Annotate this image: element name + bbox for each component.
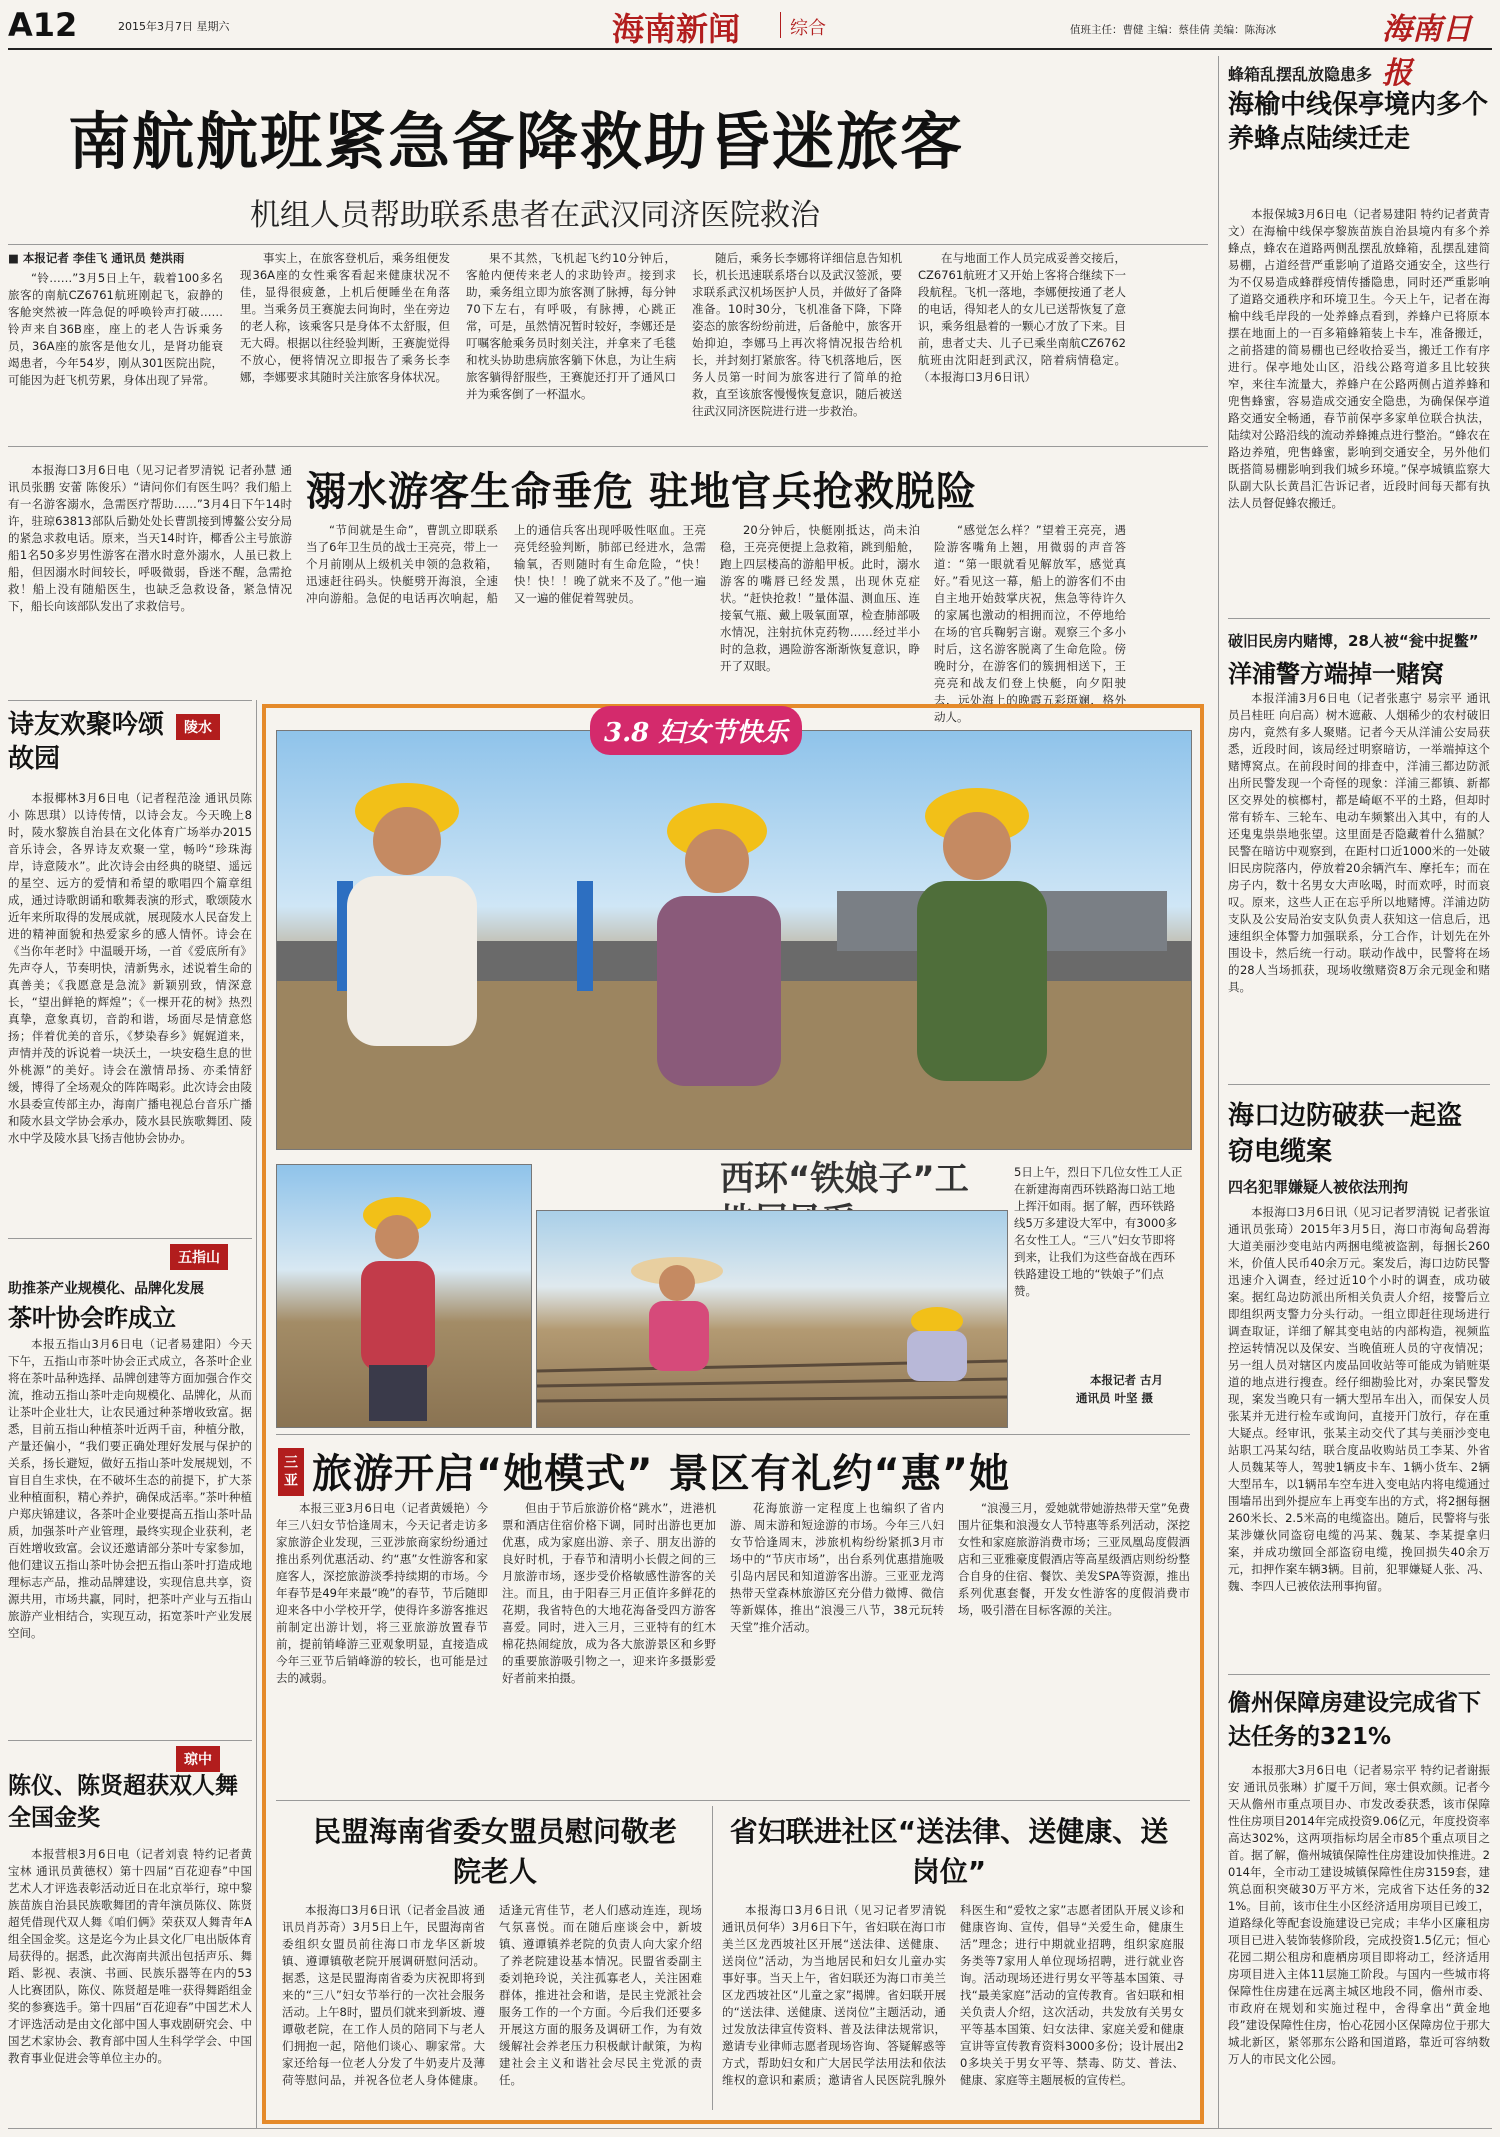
drown-body-1: 本报海口3月6日电（见习记者罗清锐 记者孙慧 通讯员张鹏 安蕾 陈俊乐）“请问你们有医生吗？我们船上有一名游客溺水，急需医疗帮助……”3月4日下午14时许，驻琼63813部队后勤处处长曹凯接到博鳌公安分局的紧急求救电话。原来，当天14时许，椰香公主号旅游船1名50多岁男性游客在潜水时意外溺水，人虽已救上船，但因溺水时间较长，呼吸微弱，昏迷不醒，急需抢救！船上没有随船医生，也缺乏急救设备，紧急情况下，船长向该部队发出了求救信号。 — [8, 463, 292, 613]
housing-body: 本报那大3月6日电（记者易宗平 特约记者谢振安 通讯员张琳）扩厦千万间，寒士俱欢颜。记者今天从儋州市重点项目办、市发改委获悉，该市保障性住房项目2014年完成投资9.06亿元，年度投资率高达302%，这两项指标均居全市85个重点项目之首。据了解，儋州城镇保障性住房建设加快推进。2014年，全市动工建设城镇保障性住房3159套，建筑总面积突破30万平方米，完成省下达任务的321%。目前，该市住生小区经济适用房项目已竣工，道路绿化等配套设施建设已完成；丰华小区廉租房项目已进入装饰装修阶段，完成投资1.5亿元；恒心花园二期公租房和鹿栖房项目即将动工，经济适用房项目进入主体11层施工阶段。与国内一些城市将保障性住房建在远离主城区地段不同，儋州市委、市政府在规划和实施过程中，舍得拿出“黄金地段”建设保障性住房，怡心花园小区保障房位于那大城北新区，紧邻那东公路和国道路，靠近可容纳数万人的市民文化公园。 — [1228, 1763, 1490, 2066]
tea-headline: 茶叶协会昨成立 — [8, 1304, 176, 1332]
lead-col-4 — [692, 250, 902, 440]
dance-rule — [8, 1740, 252, 1741]
workers-illustration — [277, 731, 1191, 1149]
feature-credit-2: 通讯员 叶坚 摄 — [1076, 1391, 1154, 1405]
league-body: 本报海口3月6日讯（记者金昌波 通讯员肖苏奇）3月5日上午，民盟海南省委组织女盟员前往海口市龙华区新坡镇、遵谭镇敬老院开展调研慰问活动。据悉，这是民盟海南省委为庆祝即将到来的“三八”妇女节举行的一次社会服务活动。上午8时，盟员们就来到新坡、遵谭敬老院，在工作人员的陪同下与老人们拥抱一起，陪他们谈心、聊家常。大家还给每一位老人分发了牛奶麦片及薄荷等慰问品，并祝各位老人身体健康。适逢元宵佳节，老人们感动连连，现场气氛喜悦。而在随后座谈会中，新坡镇、遵谭镇养老院的负责人向大家介绍了养老院建设基本情况。民盟省委副主委刘艳玲说，关注孤寡老人，关注困难群体，推进社会和谐，是民主党派社会服务工作的一个方面。今后我们还要多开展这方面的服务及调研工作，为有效缓解社会养老压力积极献计献策，为构建社会主义和谐社会尽民主党派的责任。 — [282, 1903, 702, 2087]
bottom-box-divider — [712, 1806, 713, 2110]
tourism-col-2 — [502, 1500, 716, 1794]
tourism-body-3: 花海旅游一定程度上也编织了省内游、周末游和短途游的市场。今年三八妇女节恰逢周末，涉旅机构纷纷紧抓3月市场中的“节庆市场”，出台系列优惠措施吸引岛内居民和知道游客出游。三亚亚龙湾热带天堂森林旅游区充分借力微博、微信等新媒体，推出“浪漫三八节，38元玩转天堂”推介活动。 — [730, 1501, 944, 1634]
main-photo — [276, 730, 1192, 1150]
drown-col-2 — [306, 522, 706, 694]
poem-body: 本报椰林3月6日电（记者程范淦 通讯员陈小 陈思琪）以诗传情，以诗会友。今天晚上8时，陵水黎族自治县在文化体育广场举办2015音乐诗会，各界诗友欢聚一堂，畅吟“珍珠海岸，诗意陵水”。此次诗会由经典的晓望、遥远的星空、远方的爱情和希望的歌唱四个篇章组成，通过诗歌朗诵和歌舞表演的形式，歌颂陵水近年来所取得的发展成就，展现陵水人民奋发上进的精神面貌和热爱家乡的感人情怀。诗会在《当你年老时》中温暖开场，一首《爱底所有》先声夺人，节奏明快，清新隽永，述说着生命的真善美；《我愿意是急流》新颖别致，情深意长，“望出鲜艳的辉煌”；《一棵开花的树》热烈真挚，意象真切，音韵和谐，场面尽是情意悠扬；伴着优美的音乐，《梦染春乡》娓娓道来，声情并茂的诉说着一块沃土，一块安稳生息的世外桃源”的美好。诗会在激情昂扬、亦柔情舒缓，博得了全场观众的阵阵喝彩。此次诗会由陵水县委宣传部主办，海南广播电视总台音乐广播和陵水县文学协会承办，陵水县民族歌舞团、陵水中学及陵水县飞扬吉他协会协办。 — [8, 791, 252, 1145]
tourism-col-1 — [276, 1500, 488, 1794]
lead-byline: ■ 本报记者 李佳飞 通讯员 楚洪雨 — [8, 251, 185, 265]
feature-headline: 西环“铁娘子”工 — [720, 1159, 969, 1199]
lead-subheadline: 机组人员帮助联系患者在武汉同济医院救治 — [250, 198, 820, 233]
gamble-kicker: 破旧民房内赌博，28人被“瓮中捉鳖” — [1228, 632, 1479, 650]
housing-headline: 儋州保障房建设完成省下达任务的321% — [1228, 1690, 1481, 1750]
worker-photo-left — [276, 1164, 532, 1428]
cable-headline: 海口边防破获一起盗窃电缆案 — [1228, 1101, 1463, 1167]
dance-region-tag: 琼中 — [176, 1746, 220, 1772]
tourism-col-4 — [958, 1500, 1190, 1794]
drown-col-3 — [720, 522, 920, 694]
bee-kicker: 蜂箱乱摆乱放隐患多 — [1228, 65, 1373, 84]
feature-caption: 5日上午，烈日下几位女性工人正在新建海南西环铁路海口站工地上挥汗如雨。据了解，西环铁路线5万多建设大军中，有3000多名女性工人。“三八”妇女节即将到来，让我们为这些奋战在西环铁路建设工地的“铁娘子”们点赞。 — [1014, 1165, 1183, 1298]
tourism-body-1: 本报三亚3月6日电（记者黄媛艳）今年三八妇女节恰逢周末，今天记者走访多家旅游企业发现，三亚涉旅商家纷纷通过推出系列优惠活动、约“惠”女性游客和家庭客人，深挖旅游淡季持续期的市场。今年春节是49年来最“晚”的春节，节后随即迎来各中小学校开学，使得许多游客推迟前制定出游计划，将三亚旅游放置春节前，提前销峰游三亚观象明显，直接造成今年三亚节后销峰游的较长，也可能是过去的减弱。 — [276, 1501, 488, 1685]
tourism-headline: 旅游开启“她模式” 景区有礼约“惠”她 — [312, 1451, 1011, 1497]
women-body: 本报海口3月6日讯（见习记者罗清锐 通讯员何华）3月6日下午，省妇联在海口市美兰区龙西坡社区开展“送法律、送健康、送岗位”活动，为当地居民和妇女儿童办实事好事。当天上午，省妇联还为海口市美兰区龙西坡社区“儿童之家”揭牌。省妇联开展的“送法律、送健康、送岗位”主题活动，通过发放法律宣传资料、普及法律法规常识，邀请专业律师志愿者现场咨询、答疑解惑等方式，帮助妇女和广大居民学法用法和依法维权的意识和素质；邀请省人民医院乳腺外科医生和“爱牧之家”志愿者团队开展义诊和健康咨询、宣传，倡导“关爱生命，健康生活”理念；进行中期就业招聘，组织家庭服务类等7家用人单位现场招聘，进行就业咨询。活动现场还进行男女平等基本国策、寻找“最美家庭”活动的宣传教育。省妇联和相关负责人介绍，这次活动，共发放有关男女平等基本国策、妇女法律、家庭关爱和健康宣讲等宣传教育资料3000多份；设计展出20多块关于男女平等、禁毒、防艾、普法、健康、家庭等主题展板的宣传栏。 — [722, 1903, 1184, 2087]
tourism-top-rule — [276, 1434, 1190, 1435]
tea-kicker: 助推茶产业规模化、品牌化发展 — [8, 1281, 204, 1297]
lead-col-5 — [918, 250, 1126, 440]
lead-body-4: 随后，乘务长李娜将详细信息告知机长，机长迅速联系塔台以及武汉签派，要求联系武汉机场医护人员，并做好了备降准备。10时30分，飞机准备下降，下降姿态的旅客纷纷前进，后备舱中，旅客开始抑迫，李娜马上再次将情况报告给机长，并封刻打紧旅客。待飞机落地后，医务人员第一时间为旅客进行了简单的抢救，直至该旅客慢慢恢复意识，随后被送往武汉同济医院进行进一步救治。 — [692, 251, 902, 418]
poem-headline: 诗友欢聚吟颂故园 — [8, 710, 165, 774]
drown-headline: 溺水游客生命垂危 驻地官兵抢救脱险 — [306, 469, 977, 515]
lead-body-3: 果不其然，飞机起飞约10分钟后，客舱内便传来老人的求助铃声。接到求助，乘务组立即为旅客测了脉搏，每分钟70下左右，有呼吸，有脉搏，心跳正常，可是，虽然情况暂时较好，李娜还是叮嘱客舱乘务员时刻关注，并拿来了毛毯和枕头协助患病旅客躺下休息，为让生病旅客躺得舒服些，王赛旎还打开了通风口并为乘客倒了一杯温水。 — [466, 251, 676, 401]
lead-headline: 南航航班紧急备降救助昏迷旅客 — [68, 105, 965, 178]
left-column-divider — [256, 700, 257, 2128]
gamble-rule — [1228, 618, 1490, 619]
drown-body-4: “感觉怎么样？”望着王亮亮，遇险游客嘴角上翘，用微弱的声音答道：“第一眼就看见解放军，感觉真好。”看见这一幕，船上的游客们不由自主地开始鼓掌庆祝，焦急等待许久的家属也激动的相拥而泣，不停地给在场的官兵鞠躬言谢。观察三个多小时后，这名游客脱离了生命危险。傍晚时分，在游客们的簇拥相送下，王亮亮和战友们登上快艇，向夕阳驶去，远处海上的晚霞五彩斑斓，格外动人。 — [934, 523, 1126, 724]
women-headline: 省妇联进社区“送法律、送健康、送岗位” — [729, 1815, 1169, 1888]
dance-headline: 陈仪、陈贤超获双人舞全国金奖 — [8, 1773, 238, 1831]
lead-col-1 — [8, 250, 223, 440]
gamble-headline: 洋浦警方端掉一赌窝 — [1228, 660, 1444, 688]
drown-col-1 — [8, 462, 292, 694]
dance-body: 本报营根3月6日电（记者刘袁 特约记者黄宝林 通讯员黄德权）第十四届“百花迎春”中国艺术人才评选表彰活动近日在北京举行，琼中黎族苗族自治县民族歌舞团的青年演员陈仪、陈贤超凭借现代双人舞《咱们俩》荣获双人舞青年A组全国金奖。这是迄今为止县文化厂电出版体育局获得的。据悉，此次海南共派出包括声乐、舞蹈、影视、表演、书画、民族乐器等在内的53人比赛团队，陈仪、陈贤超是唯一获得舞蹈组金奖的参赛选手。第十四届“百花迎春”中国艺术人才评选活动是由文化部中国人事戏剧研究会、中国艺术家协会、教育部中国人生科学学会、中国教育事业促进会等单位主办的。 — [8, 1847, 252, 2065]
cable-rule — [1228, 1084, 1490, 1085]
worker-photo-right — [536, 1210, 1008, 1428]
tea-region-tag: 五指山 — [170, 1244, 228, 1270]
lead-body-5: 在与地面工作人员完成妥善交接后，CZ6761航班才又开始上客将合继续下一段航程。飞机一落地，李娜便按通了老人的电话，得知老人的女儿已送帮恢复了意识，乘务组悬着的一颗心才放了下来。目前，患者丈夫、儿子已乘坐南航CZ6762航班由沈阳赶到武汉，陪着病情稳定。（本报海口3月6日讯） — [918, 251, 1126, 384]
tea-body: 本报五指山3月6日电（记者易建阳）今天下午，五指山市茶叶协会正式成立，各茶叶企业将在茶叶品种选择、品牌创建等方面加强合作交流，推动五指山茶叶走向规模化、品牌化，从而让茶叶企业壮大，让农民通过种茶增收致富。据悉，目前五指山种植茶叶近两千亩，种植分散，产量还偏小，“我们要正确处理好发展与保护的关系，扬长避短，做好五指山茶叶发展规划，不盲目自生求快，在不破坏生态的前提下，扩大茶业种植面积，精心养护，确保成活率。”茶叶种植户郑庆锦建议，各茶叶企业要提高五指山茶叶品质，加强茶叶产业管理，最终实现企业获利，老百姓增收致富。会议还邀请部分茶叶专家参加，他们建议五指山茶叶协会把五指山茶叶打造成地理标志产品，推动品牌建设，实现信息共享，资源共用，市场共赢，同时，把茶叶产业与五指山旅游产业相结合，实现互动，拓宽茶叶产业发展空间。 — [8, 1337, 252, 1640]
lead-body-2: 事实上，在旅客登机后，乘务组便发现36A座的女性乘客看起来健康状况不佳，显得很疲惫，上机后便睡坐在角落里。当乘务员王赛旎去问询时，坐在旁边的老人称，该乘客只是身体不太舒服，但无大碍。根据以往经验判断，王赛旎觉得不放心，便将情况立即报告了乘务长李娜，李娜要求其随时关注旅客身体状况。 — [240, 251, 450, 384]
league-headline: 民盟海南省委女盟员慰问敬老院老人 — [312, 1815, 677, 1888]
housing-rule — [1228, 1674, 1490, 1675]
tea-rule — [8, 1238, 252, 1239]
lead-col-3 — [466, 250, 676, 440]
subsection-title: 综合 — [790, 18, 826, 39]
worker-right-illustration — [537, 1211, 1007, 1427]
masthead-logo: 海南日报 — [1382, 12, 1472, 91]
tourism-body-4: “浪漫三月，爱她就带她游热带天堂”免费围片征集和浪漫女人节特惠等系列活动，深挖女性和家庭旅游消费市场；三亚凤凰岛度假酒店和三亚雅豪度假酒店等高星级酒店则纷纷整合自身的住宿、餐饮、美发SPA等资源，推出系列优惠套餐，开发女性游客的度假消费市场，吸引潜在目标客源的关注。 — [958, 1501, 1190, 1617]
section-title: 海南新闻 — [612, 10, 741, 48]
issue-date: 2015年3月7日 星期六 — [118, 20, 230, 33]
page-number: A12 — [8, 6, 78, 44]
gamble-body: 本报洋浦3月6日电（记者张惠宁 易宗平 通讯员吕桂旺 向启高）树木遮蔽、人烟稀少的农村破旧房内，竟然有多人聚赌。记者今天从洋浦公安局获悉，近段时间，该局经过明察暗访，一举端掉这个赌博窝点。在前段时间的排查中，洋浦三都边防派出所民警发现一个奇怪的现象：洋浦三都镇、新都区交界处的槟榔村，都是崎岖不平的土路，但却时常有轿车、三轮车、电动车频繁出入其中，有的人还鬼鬼祟祟地张望。这里面是否隐藏着什么猫腻？民警在暗访中观察到，在距村口近1000米的一处破旧民房院落内，停放着20余辆汽车、摩托车；而在房子内，数十名男女大声吆喝，时而欢呼，时而哀叹。原来，这些人正在忘乎所以地赌博。洋浦边防支队及公安局治安支队负责人获知这一信息后，迅速组织全体警力加强联系，分工合作，计划先在外围设卡，然后统一行动。联动作战中，民警将在场的28人当场抓获，现场收缴赌资8万余元现金和赌具。 — [1228, 691, 1490, 994]
bee-body: 本报保城3月6日电（记者易建阳 特约记者黄青文）在海榆中线保亭黎族苗族自治县境内有多个养蜂点，蜂农在道路两侧乱摆乱放蜂箱，乱摆乱建简易棚，占道经营严重影响了道路交通安全，这些行为不仅易造成蜂群疫情传播隐患，同时还严重影响了道路交通秩序和环境卫生。今天上午，记者在海榆中线毛岸段的一处养蜂点看到，养蜂户已将原本摆在地面上的一百多箱蜂箱装上卡车，准备搬迁，之前搭建的简易棚也已经收拾妥当，搬迁工作有序进行。保亭地处山区，沿线公路弯道多且比较狭窄，来往车流量大，养蜂户在公路两侧占道养蜂和兜售蜂蜜，容易造成交通安全隐患，为确保保亭道路交通安全畅通，春节前保亭多家单位联合执法，陆续对公路沿线的流动养蜂摊点进行整治。“蜂农在路边养殖，兜售蜂蜜，影响到交通安全，另外他们既搭简易棚影响到我们城乡环境。”保亭城镇监察大队副大队长黄昌汇告诉记者，近段时间每天都有执法人员督促蜂农搬迁。 — [1228, 207, 1490, 510]
drown-col-4 — [934, 522, 1126, 724]
drown-body-2: “节间就是生命”，曹凯立即联系当了6年卫生员的战士王亮亮，带上一个月前刚从上级机关申领的急救箱，迅速赶往码头。快艇劈开海浪，全速冲向游船。急促的电话再次响起，船上的通信兵客出现呼吸性呕血。王亮亮凭经验判断，肺部已经进水，急需输氧，否则随时有生命危险，“快！快！快！！晚了就来不及了。”他一遍又一遍的催促着驾驶员。 — [306, 523, 706, 605]
tourism-col-3 — [730, 1500, 944, 1794]
drown-body-3: 20分钟后，快艇刚抵达，尚未泊稳，王亮亮便提上急救箱，跳到船舱，跑上四层楼高的游船甲板。此时，溺水游客的嘴唇已经发黑，出现休克症状。“赶快抢救！”量体温、测血压、连接氧气瓶、戴上吸氧面罩，检查肺部吸水情况，注射抗休克药物……经过半小时的急救，遇险游客渐渐恢复意识，睁开了双眼。 — [720, 523, 920, 673]
poem-region-tag: 陵水 — [176, 714, 220, 740]
right-column-divider — [1218, 56, 1219, 2128]
section-divider — [780, 12, 781, 38]
drown-rule — [8, 446, 1208, 447]
tourism-body-2: 但由于节后旅游价格“跳水”，进港机票和酒店住宿价格下调，同时出游也更加优惠，成为家庭出游、亲子、朋友出游的良好时机，于春节和清明小长假之间的三月旅游市场，逐步受价格敏感性游客的关注。而且，由于阳春三月正值许多鲜花的花期，我省特色的大地花海备受四方游客喜爱。同时，进入三月，三亚特有的红木棉花热闹绽放，成为各大旅游景区和乡野的重要旅游吸引物之一，迎来许多摄影爱好者前来拍摄。 — [502, 1501, 716, 1685]
feature-credit-1: 本报记者 古月 — [1090, 1373, 1164, 1387]
bee-headline: 海榆中线保亭境内多个养蜂点陆续迁走 — [1228, 90, 1489, 154]
bottom-box-rule — [276, 1800, 1190, 1801]
tourism-region-tag: 三亚 — [278, 1448, 304, 1496]
footer-rule — [8, 2128, 1492, 2129]
poem-rule — [8, 700, 252, 701]
lead-col-2 — [240, 250, 450, 440]
womens-day-badge: 3.8 妇女节快乐 — [590, 706, 802, 755]
worker-left-illustration — [277, 1165, 531, 1427]
lead-body-1: “铃……”3月5日上午，载着100多名旅客的南航CZ6761航班刚起飞，寂静的客舱突然被一阵急促的呼唤铃声打破……铃声来自36B座，座上的老人告诉乘务员，36A座的旅客是他女儿，是肾功能衰竭患者，今年54岁，刚从301医院出院，可能因为赶飞机劳累，身体出现了异常。 — [8, 271, 223, 387]
editors-line: 值班主任：曹健 主编：蔡佳倩 美编：陈海冰 — [1070, 24, 1277, 36]
cable-body: 本报海口3月6日讯（见习记者罗清锐 记者张谊 通讯员张琦）2015年3月5日，海口市海甸岛碧海大道美丽沙变电站内两捆电缆被盗割，每捆长260米，价值人民币40余万元。案发后，海口边防民警迅速介入调查，经过近10个小时的调查，成功破案。据红岛边防派出所相关负责人介绍，接警后立即组织两支警力分头行动。一组立即赶往现场进行调查取证，详细了解其变电站的内部构造，视频监控运转情况以及保安、当晚值班人员的守夜情况；另一组人员对辖区内废品回收站等可能成为销赃渠道的地点进行搜查。经仔细勘验比对，办案民警发现，案发当晚只有一辆大型吊车出入，而保安人员张某并无进行检车或询问，直接开门放行，存在重大疑点。经审讯，张某主动交代了其与美丽沙变电站职工冯某勾结，联合度品收购站员工李某、外省人员魏某等人，驾驶1辆皮卡车、1辆小货车、2辆大型吊车，以1辆吊车空车进入变电站内将电缆通过围墙吊出到外提应车上再变车出的方式，将2捆每捆260米长、2.5米高的电缆盗出。随后，民警将与张某涉嫌伙同盗窃电缆的冯某、魏某、李某提拿归案，并成功缴回全部盗窃电缆，挽回损失40余万元，扣押作案车辆3辆。目前，犯罪嫌疑人张、冯、魏、李四人已被依法刑事拘留。 — [1228, 1205, 1490, 1593]
header-rule — [8, 48, 1492, 50]
lead-rule — [8, 244, 1208, 245]
cable-subheadline: 四名犯罪嫌疑人被依法刑拘 — [1228, 1178, 1409, 1196]
